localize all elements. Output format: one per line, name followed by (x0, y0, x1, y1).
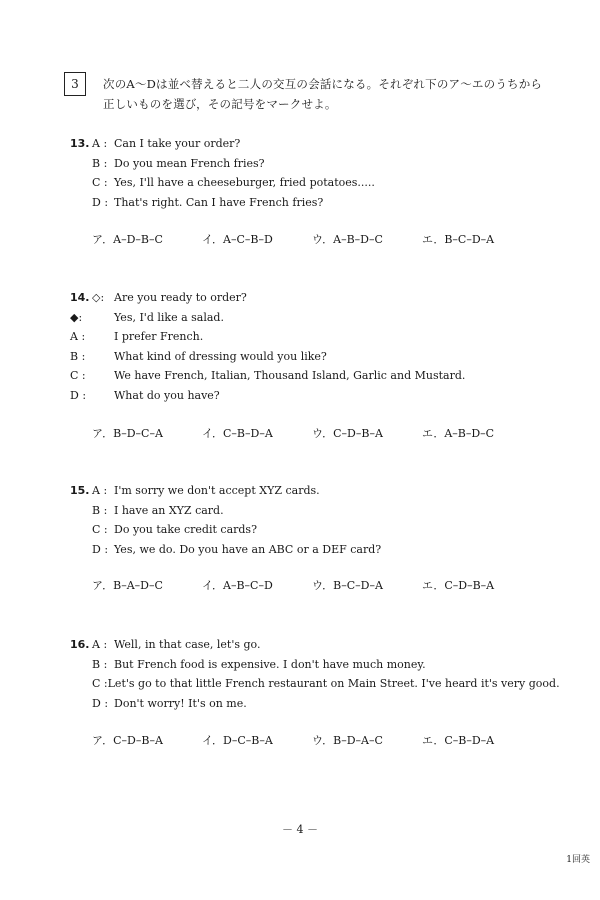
line-text: Don't worry! It's on me. (114, 696, 247, 710)
answer-option[interactable]: ア．C–D–B–A (92, 734, 163, 747)
line-text: Let's go to that little French restaurant on Main Street. I've heard it's very good. (107, 677, 560, 690)
answer-option[interactable]: エ．C–D–B–A (422, 579, 495, 592)
instruction-line-2: 正しいものを選び，その記号をマークせよ。 (103, 97, 337, 111)
speaker-label: D : (92, 195, 109, 209)
dialogue-line (70, 327, 465, 347)
dialogue-lines (92, 635, 560, 713)
line-text: Yes, I'd like a salad. (114, 310, 224, 324)
answer-options (92, 426, 532, 442)
answer-option[interactable]: エ．A–B–D–C (422, 427, 495, 440)
answer-option[interactable]: ウ．B–D–A–C (312, 734, 383, 747)
dialogue-line (92, 694, 550, 714)
speaker-label: B : (92, 503, 108, 517)
dialogue-line (92, 540, 550, 560)
answer-option[interactable]: ウ．B–C–D–A (312, 579, 383, 592)
dialogue-line (70, 347, 465, 367)
dialogue-line (92, 134, 550, 154)
section-instruction (103, 74, 543, 114)
dialogue-line (70, 386, 465, 406)
answer-option[interactable]: エ．C–B–D–A (422, 734, 495, 747)
speaker-label: D : (92, 542, 109, 556)
question-16 (70, 635, 560, 747)
answer-options (92, 232, 532, 248)
line-text: Are you ready to order? (114, 291, 247, 304)
speaker-label: C : (92, 677, 108, 690)
speaker-label: C : (92, 523, 108, 536)
instruction-line-1: 次のA～Dは並べ替えると二人の交互の会話になる。それぞれ下のア～エのうちから (103, 77, 543, 91)
line-text: I'm sorry we don't accept XYZ cards. (114, 484, 320, 497)
speaker-label: C : (70, 369, 86, 382)
answer-options (92, 733, 532, 749)
line-text: Do you mean French fries? (114, 156, 265, 170)
answer-option[interactable]: ア．B–A–D–C (92, 579, 163, 592)
speaker-label: ◆: (70, 310, 83, 324)
dialogue-line (92, 481, 550, 501)
dialogue-line (92, 520, 550, 540)
dialogue-line (92, 288, 550, 308)
answer-option[interactable]: イ．A–B–C–D (202, 579, 273, 592)
dialogue-line (92, 655, 550, 675)
line-text: Can I take your order? (114, 137, 241, 150)
speaker-label: A : (92, 638, 108, 651)
question-number: 14. (70, 291, 90, 304)
section-number-box: 3 (64, 72, 86, 96)
dialogue-line (92, 635, 550, 655)
dialogue-line (92, 674, 560, 694)
speaker-label: B : (70, 349, 86, 363)
answer-option[interactable]: ア．B–D–C–A (92, 427, 163, 440)
line-text: But French food is expensive. I don't have much money. (114, 657, 426, 671)
speaker-label: A : (92, 484, 108, 497)
question-number: 13. (70, 137, 90, 150)
dialogue-lines (92, 288, 550, 308)
speaker-label: A : (92, 137, 108, 150)
line-text: Yes, we do. Do you have an ABC or a DEF card? (114, 542, 382, 556)
speaker-label: D : (70, 388, 87, 402)
speaker-label: D : (92, 696, 109, 710)
answer-option[interactable]: イ．C–B–D–A (202, 427, 273, 440)
speaker-label: B : (92, 657, 108, 671)
line-text: We have French, Italian, Thousand Island, Garlic and Mustard. (114, 369, 466, 382)
speaker-label: C : (92, 176, 108, 189)
answer-option[interactable]: ア．A–D–B–C (92, 233, 163, 246)
line-text: Yes, I'll have a cheeseburger, fried potatoes..... (114, 176, 375, 189)
line-text: What do you have? (114, 388, 220, 402)
question-13 (70, 134, 550, 246)
line-text: What kind of dressing would you like? (114, 349, 327, 363)
line-text: I prefer French. (114, 330, 204, 343)
dialogue-line (92, 154, 550, 174)
answer-options (92, 578, 532, 594)
line-text: Well, in that case, let's go. (114, 638, 261, 651)
answer-option[interactable]: イ．A–C–B–D (202, 233, 273, 246)
question-number: 15. (70, 484, 90, 497)
speaker-label: B : (92, 156, 108, 170)
speaker-label: ◇: (92, 291, 105, 304)
dialogue-line (92, 501, 550, 521)
page-number: － 4 － (282, 823, 318, 836)
dialogue-line (92, 173, 550, 193)
question-14 (70, 288, 550, 440)
line-text: Do you take credit cards? (114, 523, 257, 536)
answer-option[interactable]: エ．B–C–D–A (422, 233, 495, 246)
dialogue-line (70, 308, 465, 328)
answer-option[interactable]: イ．D–C–B–A (202, 734, 273, 747)
question-number: 16. (70, 638, 90, 651)
question-15 (70, 481, 550, 592)
dialogue-lines (92, 481, 550, 559)
exam-tag: 1回英 (566, 855, 590, 865)
answer-option[interactable]: ウ．C–D–B–A (312, 427, 383, 440)
dialogue-line (92, 193, 550, 213)
line-text: That's right. Can I have French fries? (114, 195, 324, 209)
answer-option[interactable]: ウ．A–B–D–C (312, 233, 383, 246)
line-text: I have an XYZ card. (114, 503, 224, 517)
dialogue-lines-cont (70, 308, 465, 406)
speaker-label: A : (70, 330, 86, 343)
dialogue-line (70, 366, 465, 386)
dialogue-lines (92, 134, 550, 212)
